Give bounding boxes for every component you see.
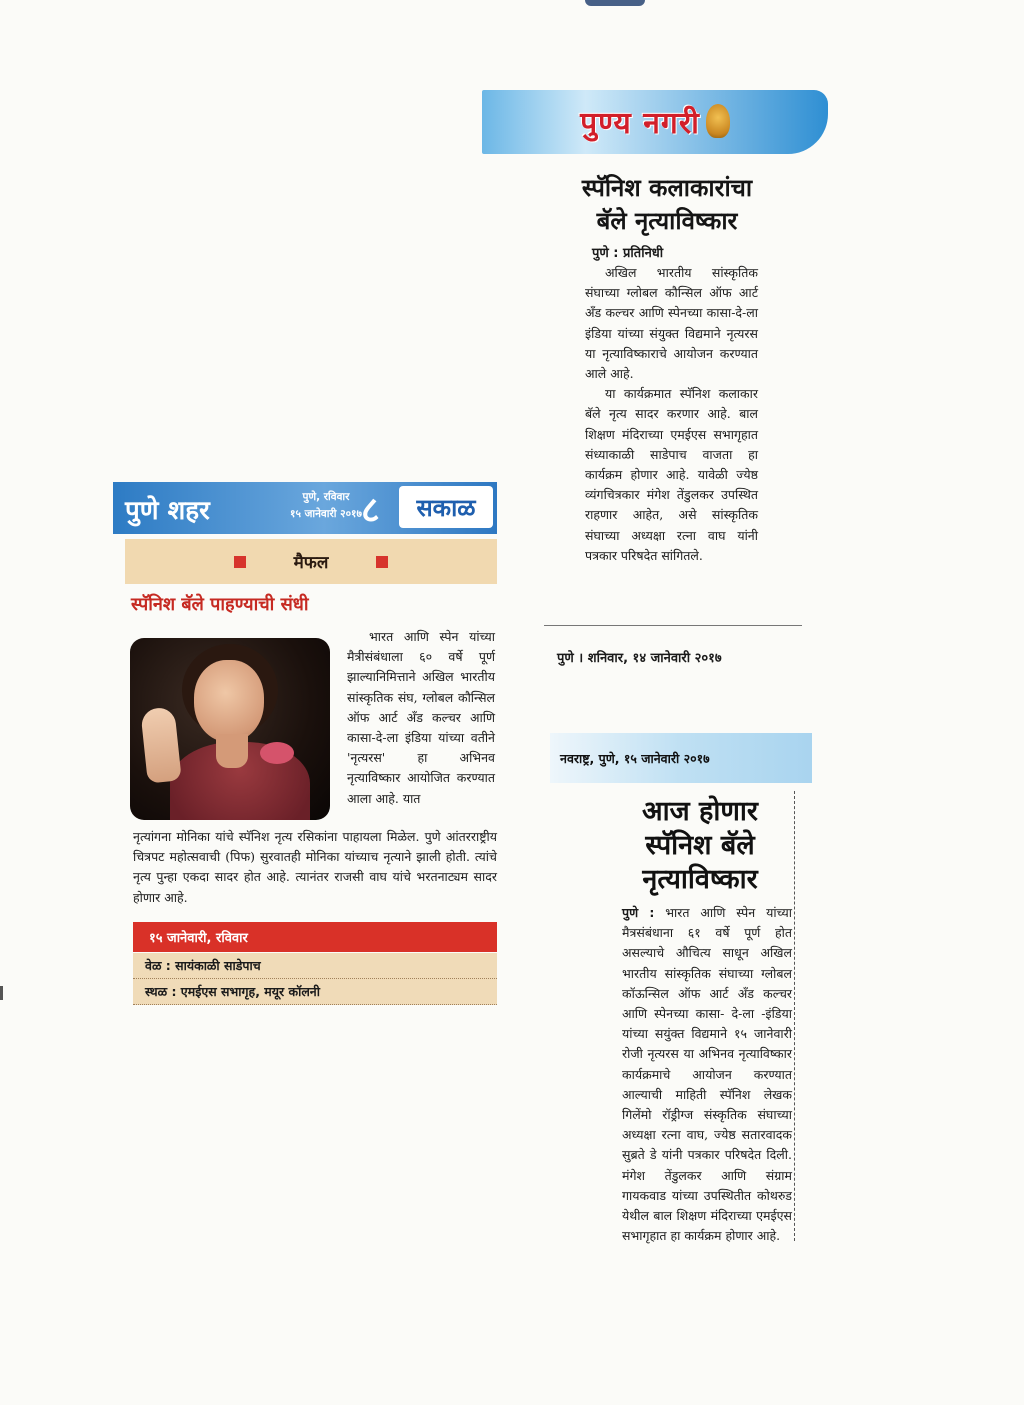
- headline-line-2: बॅले नृत्याविष्कार: [596, 207, 738, 235]
- page-number: ८: [361, 490, 380, 531]
- masthead-band: [113, 482, 497, 534]
- issue-date: १५ जानेवारी २०१७: [290, 508, 362, 520]
- paper-logo: [399, 486, 493, 528]
- masthead-logo: [530, 98, 780, 144]
- article-body-continued: [133, 827, 497, 908]
- dancer-photo: [130, 638, 330, 820]
- masthead-title: पुण्य नगरी: [580, 105, 700, 141]
- paragraph: अखिल भारतीय सांस्कृतिक संघाच्या ग्लोबल कौन्सिल ऑफ आर्ट अँड कल्चर आणि स्पेनच्या कासा-दे-ला इंडिया यांच्या संयुक्त विद्यमाने नृत्यरस या नृत्याविष्काराचे आयोजन करण्यात आले आहे.: [585, 265, 758, 382]
- clipping-punya-nagari: [482, 90, 832, 680]
- dateline-band: [550, 733, 812, 783]
- headline: [610, 795, 790, 897]
- dateline: पुणे । शनिवार, १४ जानेवारी २०१७: [557, 651, 722, 666]
- paragraph: नृत्यांगना मोनिका यांचे स्पॅनिश नृत्य रसिकांना पाहायला मिळेल. पुणे आंतरराष्ट्रीय चित्रपट महोत्सवाची (पिफ) सुरवातही मोनिका यांच्याच नृत्याने झाली होती. त्यांचे नृत्य पुन्हा एकदा सादर होत आहे. त्यानंतर राजसी वाघ यांचे भरतनाट्यम सादर होणार आहे.: [133, 829, 497, 905]
- section-label: मैफल: [293, 553, 329, 573]
- headline-line-1: आज होणार: [642, 796, 758, 827]
- article-body: [622, 903, 792, 1246]
- event-time: वेळ : सायंकाळी साडेपाच: [133, 953, 497, 979]
- byline: पुणे : प्रतिनिधी: [592, 246, 664, 261]
- photo-neck: [216, 734, 248, 768]
- ganesha-emblem-icon: [706, 104, 730, 138]
- lead-place: पुणे :: [622, 905, 655, 920]
- paper-name: सकाळ: [416, 493, 476, 522]
- city-label: पुणे शहर: [125, 496, 210, 526]
- paragraph: भारत आणि स्पेन यांच्या मैत्रीसंबंधाला ६० वर्षे पूर्ण झाल्यानिमित्ताने अखिल भारतीय सांस्कृतिक संघ, ग्लोबल कौन्सिल ऑफ आर्ट अँड कल्चर आणि कासा-दे-ला इंडिया यांच्या वतीने 'नृत्यरस' हा अभिनव नृत्याविष्कार आयोजित करण्यात आला आहे. यात: [347, 629, 495, 806]
- clipping-sakal: [113, 482, 501, 1012]
- event-venue: स्थळ : एमईएस सभागृह, मयूर कॉलनी: [133, 979, 497, 1005]
- headline: स्पॅनिश बॅले पाहण्याची संधी: [131, 594, 309, 615]
- headline-line-3: नृत्याविष्कार: [642, 864, 758, 895]
- headline: [542, 172, 792, 238]
- headline-line-1: स्पॅनिश कलाकारांचा: [581, 174, 753, 202]
- dateline: नवराष्ट्र, पुणे, १५ जानेवारी २०१७: [560, 750, 710, 766]
- photo-face: [194, 660, 264, 742]
- square-bullet-icon: [234, 556, 246, 568]
- paragraph: या कार्यक्रमात स्पॅनिश कलाकार बॅले नृत्य सादर करणार आहे. बाल शिक्षण मंदिराच्या एमईएस सभागृहात संध्याकाळी साडेपाच वाजता हा कार्यक्रम होणार आहे. यावेळी ज्येष्ठ व्यंगचित्रकार मंगेश तेंडुलकर उपस्थित राहणार आहेत, असे सांस्कृतिक संघाच्या अध्यक्षा रत्ना वाघ यांनी पत्रकार परिषदेत सांगितले.: [585, 386, 758, 563]
- paragraph: [622, 903, 792, 1246]
- photo-hand: [140, 706, 182, 783]
- issue-day: पुणे, रविवार: [302, 491, 350, 503]
- scan-edge-mark: [0, 986, 3, 1000]
- section-header: [125, 539, 497, 584]
- square-bullet-icon: [376, 556, 388, 568]
- column-rule: [794, 791, 795, 1241]
- headline-line-2: स्पॅनिश बॅले: [645, 830, 755, 861]
- scan-top-mark: [585, 0, 645, 6]
- article-body-column: [347, 627, 495, 809]
- event-date: १५ जानेवारी, रविवार: [133, 922, 497, 952]
- photo-flower: [260, 742, 294, 764]
- clipping-navarashtra: [550, 733, 820, 1248]
- paragraph-text: भारत आणि स्पेन यांच्या मैत्रसंबंधाना ६१ वर्षे पूर्ण होत असल्याचे औचित्य साधून अखिल भारतीय सांस्कृतिक संघाच्या ग्लोबल कॉऊन्सिल ऑफ आर्ट अँड कल्चर आणि स्पेनच्या कासा- दे-ला -इंडिया यांच्या सयुंक्त विद्यमाने १५ जानेवारी रोजी नृत्यरस या अभिनव नृत्याविष्कार कार्यक्रमाचे आयोजन करण्यात आल्याची माहिती स्पॅनिश लेखक गिलेंमो रॉड्रीग्ज संस्कृतिक संघाच्या अध्यक्षा रत्ना वाघ, ज्येष्ठ सतारवादक सुब्रते डे यांनी पत्रकार परिषदेत दिली. मंगेश तेंडुलकर आणि संग्राम गायकवाड यांच्या उपस्थितीत कोथरुड येथील बाल शिक्षण मंदिराच्या एमईएस सभागृहात हा कार्यक्रम होणार आहे.: [622, 905, 792, 1244]
- article-body: [585, 263, 758, 566]
- divider: [544, 625, 802, 626]
